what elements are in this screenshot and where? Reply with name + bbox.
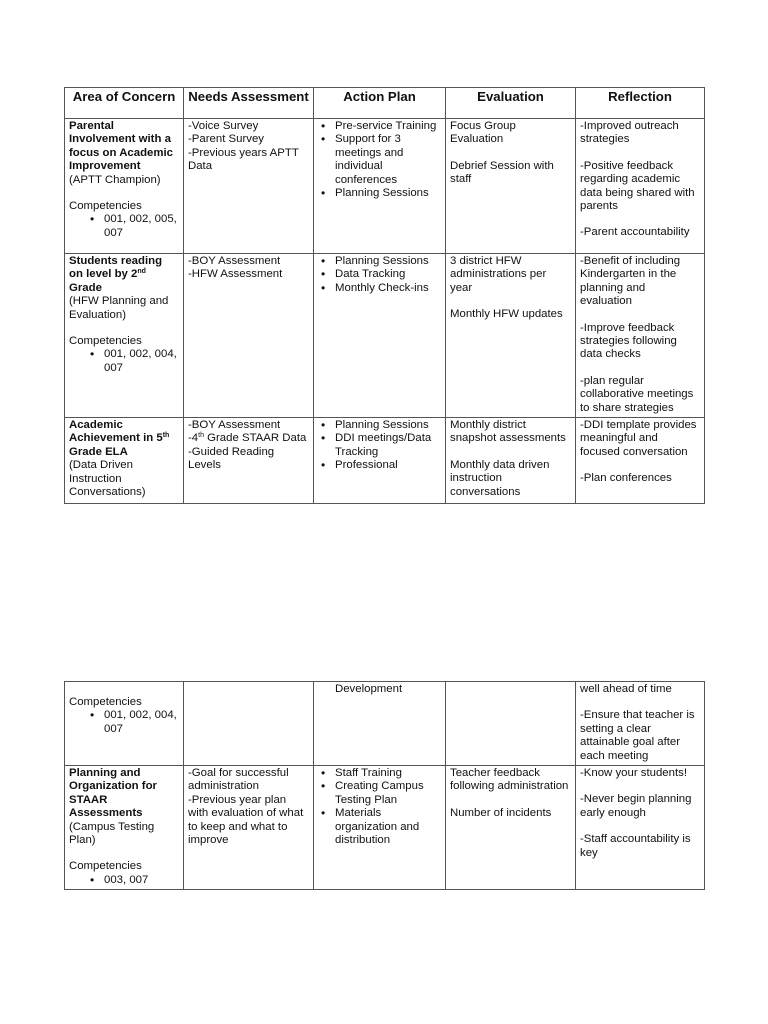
evaluation-item: Debrief Session with staff (450, 159, 554, 186)
reflection-item: -Plan conferences (580, 472, 672, 485)
evaluation-cell (446, 254, 576, 418)
action-item: • Monthly Check-ins (318, 282, 441, 295)
area-title: Students reading on level by 2nd Grade (69, 255, 163, 294)
needs-item: -Parent Survey (188, 133, 264, 146)
reflection-cell (576, 254, 705, 418)
action-item: • Materials organization and distribution (318, 807, 441, 847)
evaluation-cell (446, 418, 576, 504)
needs-item: -HFW Assessment (188, 268, 283, 281)
needs-item: -Goal for successful administration (188, 767, 289, 793)
header-reflection: Reflection (576, 88, 705, 119)
evaluation-cell (446, 682, 576, 766)
action-item: • Staff Training (318, 767, 441, 780)
needs-cell (184, 766, 314, 890)
action-item: Development (335, 683, 403, 695)
needs-item: -4th Grade STAAR Data (188, 432, 307, 445)
reflection-item: -Positive feedback regarding academic data being shared with parents (580, 159, 695, 213)
action-cell (314, 418, 446, 504)
action-list (318, 120, 441, 200)
action-item: • Planning Sessions (318, 419, 441, 432)
table-row (65, 119, 705, 254)
action-item: • Support for 3 meetings and individual conferences (318, 133, 441, 187)
needs-cell (184, 682, 314, 766)
needs-item: -Previous years APTT Data (188, 146, 299, 173)
needs-item: -Guided Reading Levels (188, 445, 275, 472)
action-item: • DDI meetings/Data Tracking (318, 432, 441, 459)
reflection-item: -Never begin planning early enough (580, 793, 692, 819)
competencies-label: Competencies (69, 335, 142, 348)
reflection-item: well ahead of time (580, 683, 672, 695)
needs-item: -Previous year plan with evaluation of what to keep and what to improve (188, 793, 304, 847)
header-needs: Needs Assessment (184, 88, 314, 119)
competencies-list (69, 213, 179, 240)
area-subtitle: (Data Driven Instruction Conversations) (69, 459, 146, 499)
reflection-item: -Improve feedback strategies following data checks (580, 321, 677, 361)
evaluation-item: Monthly HFW updates (450, 308, 563, 321)
needs-cell (184, 119, 314, 254)
competencies-label: Competencies (69, 696, 142, 708)
needs-cell (184, 254, 314, 418)
reflection-item: -Improved outreach strategies (580, 120, 679, 146)
plan-table-page-1 (64, 87, 705, 504)
competency-item: • 003, 007 (87, 874, 179, 887)
action-cell (314, 766, 446, 890)
evaluation-item: Monthly data driven instruction conversations (450, 458, 550, 498)
area-cell (65, 682, 184, 766)
table-row (65, 418, 705, 504)
needs-cell (184, 418, 314, 504)
reflection-cell (576, 766, 705, 890)
plan-table-page-2 (64, 681, 705, 890)
area-cell (65, 254, 184, 418)
action-list (318, 419, 441, 473)
action-item: • Planning Sessions (318, 187, 441, 200)
evaluation-item: 3 district HFW administrations per year (450, 255, 547, 294)
area-cell (65, 119, 184, 254)
reflection-cell (576, 418, 705, 504)
reflection-item: -Benefit of including Kindergarten in the planning and evaluation (580, 255, 681, 308)
area-title: Planning and Organization for STAAR Assessments (69, 767, 157, 820)
evaluation-item: Teacher feedback following administration (450, 767, 569, 793)
action-list (318, 255, 441, 295)
reflection-item: -DDI template provides meaningful and focused conversation (580, 419, 697, 458)
reflection-item: -plan regular collaborative meetings to share strategies (580, 374, 694, 414)
needs-item: -BOY Assessment (188, 255, 281, 267)
table-row (65, 766, 705, 890)
header-area: Area of Concern (65, 88, 184, 119)
competency-item: • 001, 002, 004, 007 (87, 709, 179, 736)
table-row (65, 682, 705, 766)
reflection-cell (576, 682, 705, 766)
header-action: Action Plan (314, 88, 446, 119)
needs-item: -BOY Assessment (188, 419, 281, 432)
competencies-list (69, 348, 179, 375)
reflection-item: -Staff accountability is key (580, 833, 691, 859)
area-cell (65, 418, 184, 504)
competencies-list (69, 709, 179, 736)
action-item: • Creating Campus Testing Plan (318, 780, 441, 807)
header-evaluation: Evaluation (446, 88, 576, 119)
evaluation-cell (446, 119, 576, 254)
action-list (318, 767, 441, 847)
area-title: Academic Achievement in 5th Grade ELA (69, 419, 170, 458)
reflection-item: -Parent accountability (580, 226, 690, 239)
action-item: • Data Tracking (318, 268, 441, 281)
action-item: • Planning Sessions (318, 255, 441, 268)
area-title: Parental Involvement with a focus on Academic Improvement (69, 120, 174, 173)
reflection-item: -Ensure that teacher is setting a clear attainable goal after each meeting (580, 709, 695, 762)
needs-item: -Voice Survey (188, 120, 259, 132)
area-cell (65, 766, 184, 890)
competencies-list (69, 874, 179, 887)
reflection-cell (576, 119, 705, 254)
evaluation-item: Focus Group Evaluation (450, 120, 516, 146)
action-cell (314, 682, 446, 766)
area-subtitle: (APTT Champion) (69, 173, 161, 186)
area-subtitle: (HFW Planning and Evaluation) (69, 295, 169, 321)
evaluation-item: Monthly district snapshot assessments (450, 419, 566, 445)
action-item: • Pre-service Training (318, 120, 441, 133)
competencies-label: Competencies (69, 860, 142, 873)
table-row (65, 254, 705, 418)
header-row (65, 88, 705, 119)
action-item: • Professional (318, 459, 441, 472)
competency-item: • 001, 002, 005, 007 (87, 213, 179, 240)
evaluation-item: Number of incidents (450, 806, 552, 819)
reflection-item: -Know your students! (580, 767, 687, 780)
competency-item: • 001, 002, 004, 007 (87, 348, 179, 375)
action-cell (314, 254, 446, 418)
evaluation-cell (446, 766, 576, 890)
area-subtitle: (Campus Testing Plan) (69, 820, 155, 847)
competencies-label: Competencies (69, 200, 142, 213)
action-cell (314, 119, 446, 254)
